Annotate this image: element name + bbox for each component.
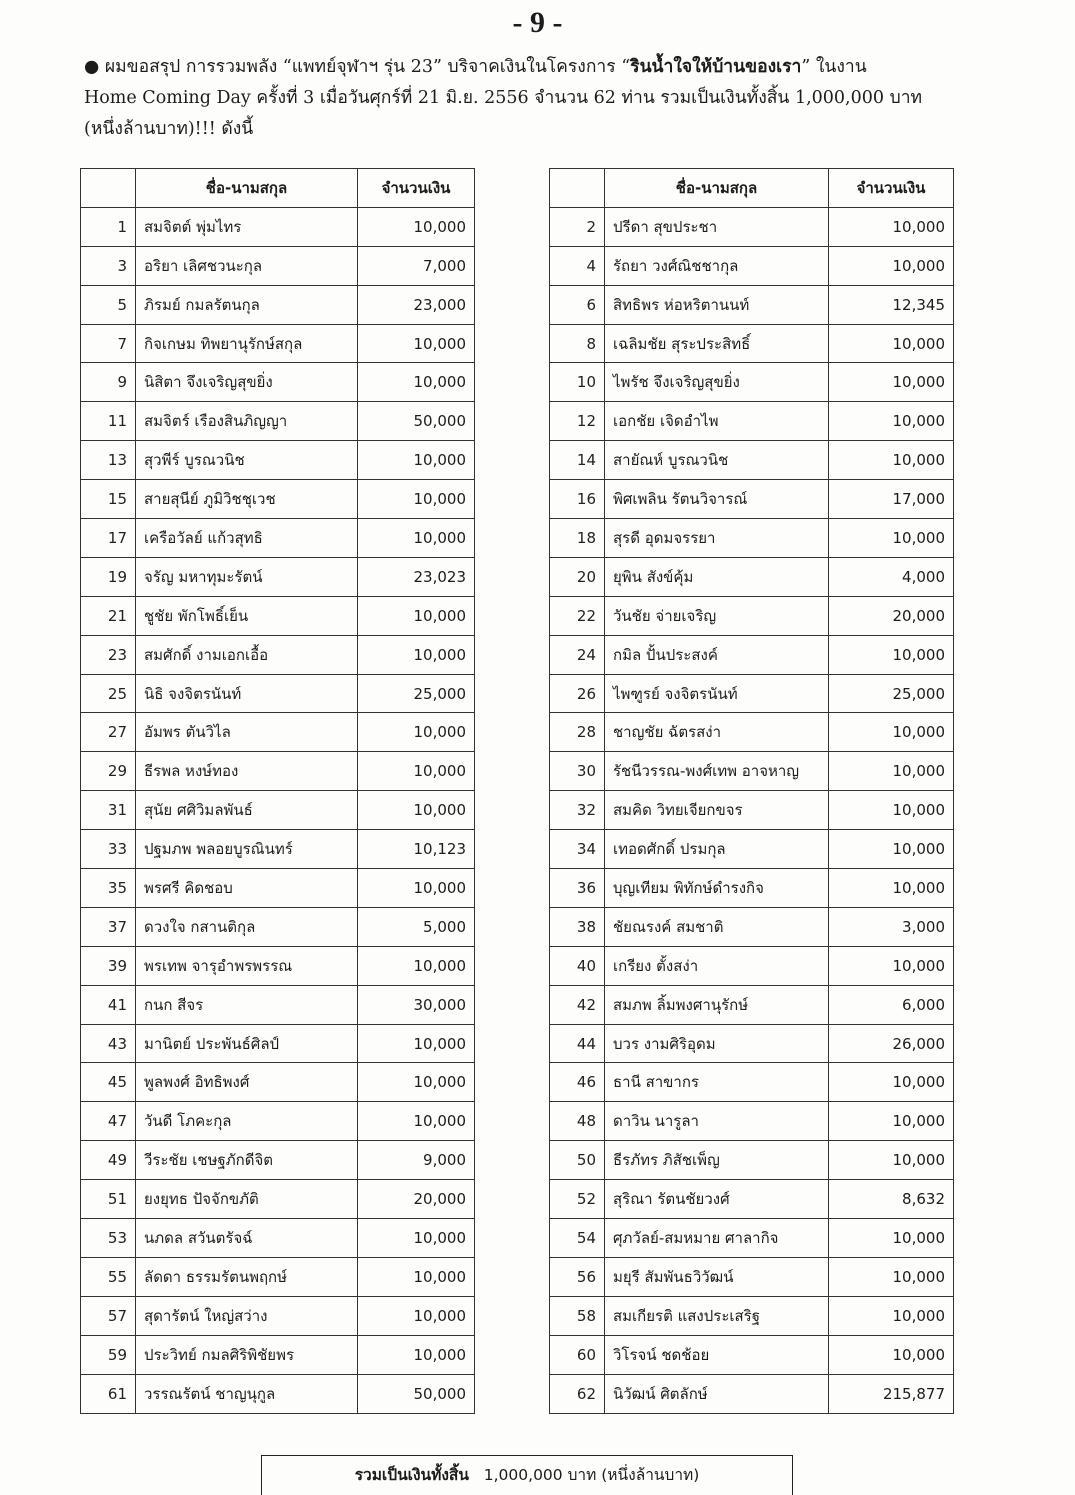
donation-amount: 10,000 [358, 1024, 475, 1063]
table-row [550, 596, 954, 635]
donor-name: วีระชัย เชษฐภักดีจิต [136, 1141, 358, 1180]
table-row [550, 324, 954, 363]
donor-name: พรเทพ จารุอำพรพรรณ [136, 946, 358, 985]
row-number: 53 [81, 1219, 136, 1258]
table-row [550, 363, 954, 402]
donation-amount: 10,000 [358, 1102, 475, 1141]
table-row [81, 869, 475, 908]
row-number: 41 [81, 985, 136, 1024]
total-summary [261, 1455, 793, 1495]
donor-name: สุนัย ศศิวิมลพันธ์ [136, 791, 358, 830]
donation-amount: 10,000 [358, 363, 475, 402]
intro-line-3: (หนึ่งล้านบาท)!!! ดังนี้ [84, 119, 254, 139]
donation-amount: 20,000 [358, 1180, 475, 1219]
donation-amount: 9,000 [358, 1141, 475, 1180]
donation-amount: 10,000 [829, 752, 954, 791]
donor-name: รัถยา วงศ์ณิชชากุล [605, 246, 829, 285]
donor-name: ประวิทย์ กมลศิริพิชัยพร [136, 1335, 358, 1374]
row-number: 19 [81, 557, 136, 596]
donation-amount: 4,000 [829, 557, 954, 596]
table-row [81, 246, 475, 285]
donor-name: ดวงใจ กสานติกุล [136, 907, 358, 946]
donor-table-right-body [550, 207, 954, 1413]
donor-name: อัมพร ตันวิไล [136, 713, 358, 752]
donation-amount: 10,000 [358, 791, 475, 830]
row-number: 16 [550, 480, 605, 519]
table-row [81, 1296, 475, 1335]
row-number: 15 [81, 480, 136, 519]
row-number: 26 [550, 674, 605, 713]
table-row [81, 207, 475, 246]
table-row [550, 557, 954, 596]
table-row [550, 869, 954, 908]
donation-amount: 10,000 [829, 946, 954, 985]
project-name: รินน้ำใจให้บ้านของเรา [630, 57, 802, 77]
table-row [550, 1335, 954, 1374]
row-number: 31 [81, 791, 136, 830]
header-name: ชื่อ-นามสกุล [136, 169, 358, 208]
row-number: 42 [550, 985, 605, 1024]
donor-name: สมจิตต์ พุ่มไทร [136, 207, 358, 246]
table-row [81, 363, 475, 402]
row-number: 62 [550, 1374, 605, 1413]
table-row [550, 791, 954, 830]
donor-name: ปรีดา สุขประชา [605, 207, 829, 246]
donor-name: มยุรี สัมพันธวิวัฒน์ [605, 1257, 829, 1296]
table-row [550, 1102, 954, 1141]
row-number: 23 [81, 635, 136, 674]
row-number: 45 [81, 1063, 136, 1102]
donation-amount: 25,000 [829, 674, 954, 713]
donation-amount: 10,000 [829, 324, 954, 363]
donor-name: พรศรี คิดชอบ [136, 869, 358, 908]
donation-amount: 215,877 [829, 1374, 954, 1413]
donor-name: พิศเพลิน รัตนวิจารณ์ [605, 480, 829, 519]
donation-amount: 10,000 [358, 480, 475, 519]
row-number: 43 [81, 1024, 136, 1063]
table-header-row [550, 169, 954, 208]
donor-name: ไพฑูรย์ จงจิตรนันท์ [605, 674, 829, 713]
table-row [81, 674, 475, 713]
row-number: 14 [550, 441, 605, 480]
donor-name: ยุพิน สังข์คุ้ม [605, 557, 829, 596]
table-row [81, 1335, 475, 1374]
table-row [81, 985, 475, 1024]
table-row [81, 635, 475, 674]
row-number: 54 [550, 1219, 605, 1258]
row-number: 61 [81, 1374, 136, 1413]
donor-name: ชาญชัย ฉัตรสง่า [605, 713, 829, 752]
donor-name: ธีรพล หงษ์ทอง [136, 752, 358, 791]
donation-amount: 10,000 [829, 869, 954, 908]
donation-amount: 7,000 [358, 246, 475, 285]
donation-amount: 10,000 [358, 324, 475, 363]
row-number: 9 [81, 363, 136, 402]
donation-amount: 50,000 [358, 402, 475, 441]
table-row [550, 1219, 954, 1258]
donor-name: นิวัฒน์ ศิตลักษ์ [605, 1374, 829, 1413]
donor-name: มานิตย์ ประพันธ์ศิลป์ [136, 1024, 358, 1063]
donor-name: นิสิตา จึงเจริญสุขยิ่ง [136, 363, 358, 402]
donation-amount: 5,000 [358, 907, 475, 946]
row-number: 3 [81, 246, 136, 285]
donor-name: บุญเทียม พิทักษ์ดำรงกิจ [605, 869, 829, 908]
table-row [81, 1180, 475, 1219]
row-number: 37 [81, 907, 136, 946]
row-number: 51 [81, 1180, 136, 1219]
row-number: 47 [81, 1102, 136, 1141]
row-number: 56 [550, 1257, 605, 1296]
row-number: 49 [81, 1141, 136, 1180]
table-row [550, 1141, 954, 1180]
row-number: 13 [81, 441, 136, 480]
row-number: 40 [550, 946, 605, 985]
table-row [550, 946, 954, 985]
row-number: 35 [81, 869, 136, 908]
donation-amount: 10,000 [829, 1102, 954, 1141]
table-row [81, 557, 475, 596]
table-row [550, 441, 954, 480]
table-row [550, 1374, 954, 1413]
donor-name: ชูชัย พักโพธิ์เย็น [136, 596, 358, 635]
header-amount: จำนวนเงิน [829, 169, 954, 208]
donation-amount: 30,000 [358, 985, 475, 1024]
row-number: 8 [550, 324, 605, 363]
donor-name: อริยา เลิศชวนะกุล [136, 246, 358, 285]
donation-amount: 10,000 [358, 441, 475, 480]
donation-amount: 10,000 [358, 752, 475, 791]
donor-name: ดาวิน นารูลา [605, 1102, 829, 1141]
donor-name: พูลพงศ์ อิทธิพงศ์ [136, 1063, 358, 1102]
donation-amount: 12,345 [829, 285, 954, 324]
donation-amount: 8,632 [829, 1180, 954, 1219]
donor-name: ชัยณรงค์ สมชาติ [605, 907, 829, 946]
donation-amount: 10,000 [829, 1063, 954, 1102]
donor-name: ธีรภัทร ภิสัชเพ็ญ [605, 1141, 829, 1180]
donation-amount: 10,000 [358, 713, 475, 752]
donation-amount: 10,000 [829, 246, 954, 285]
donor-name: รัชนีวรรณ-พงศ์เทพ อาจหาญ [605, 752, 829, 791]
row-number: 48 [550, 1102, 605, 1141]
donation-amount: 10,000 [358, 869, 475, 908]
row-number: 24 [550, 635, 605, 674]
table-row [550, 752, 954, 791]
table-row [81, 1141, 475, 1180]
donation-amount: 10,000 [829, 519, 954, 558]
intro-line-1 [84, 52, 984, 83]
donor-name: บวร งามศิริอุดม [605, 1024, 829, 1063]
donor-name: ภิรมย์ กมลรัตนกุล [136, 285, 358, 324]
row-number: 30 [550, 752, 605, 791]
donation-amount: 10,000 [358, 596, 475, 635]
donor-name: สิทธิพร ห่อหริตานนท์ [605, 285, 829, 324]
table-row [550, 1257, 954, 1296]
donation-amount: 10,000 [358, 1219, 475, 1258]
row-number: 10 [550, 363, 605, 402]
row-number: 28 [550, 713, 605, 752]
table-row [550, 674, 954, 713]
table-row [550, 830, 954, 869]
table-row [550, 1063, 954, 1102]
row-number: 17 [81, 519, 136, 558]
row-number: 32 [550, 791, 605, 830]
row-number: 2 [550, 207, 605, 246]
table-row [550, 285, 954, 324]
donor-name: กมิล ปั้นประสงค์ [605, 635, 829, 674]
page-number: - 9 - [512, 6, 563, 39]
intro-paragraph [84, 52, 984, 145]
donor-name: วันชัย จ่ายเจริญ [605, 596, 829, 635]
table-row [81, 1374, 475, 1413]
row-number: 46 [550, 1063, 605, 1102]
donation-amount: 23,000 [358, 285, 475, 324]
row-number: 4 [550, 246, 605, 285]
table-row [81, 713, 475, 752]
donation-amount: 10,000 [358, 946, 475, 985]
donor-name: สุริณา รัตนชัยวงศ์ [605, 1180, 829, 1219]
row-number: 33 [81, 830, 136, 869]
table-row [81, 324, 475, 363]
table-row [81, 519, 475, 558]
row-number: 29 [81, 752, 136, 791]
row-number: 44 [550, 1024, 605, 1063]
table-row [550, 1180, 954, 1219]
donor-name: กนก สีจร [136, 985, 358, 1024]
table-row [81, 441, 475, 480]
row-number: 50 [550, 1141, 605, 1180]
donor-name: สมภพ ลิ้มพงศานุรักษ์ [605, 985, 829, 1024]
row-number: 1 [81, 207, 136, 246]
donation-amount: 10,000 [829, 1257, 954, 1296]
donor-name: ลัดดา ธรรมรัตนพฤกษ์ [136, 1257, 358, 1296]
donation-amount: 10,000 [829, 441, 954, 480]
table-row [81, 402, 475, 441]
table-row [81, 791, 475, 830]
total-value: 1,000,000 บาท (หนึ่งล้านบาท) [483, 1466, 700, 1484]
donor-name: จรัญ มหาทุมะรัตน์ [136, 557, 358, 596]
donation-amount: 10,000 [829, 791, 954, 830]
row-number: 55 [81, 1257, 136, 1296]
row-number: 11 [81, 402, 136, 441]
table-header-row [81, 169, 475, 208]
intro-line-1a: ● ผมขอสรุป การรวมพลัง “แพทย์จุฬาฯ รุ่น 23” บริจาคเงินในโครงการ “ [84, 57, 631, 77]
donation-amount: 6,000 [829, 985, 954, 1024]
donation-amount: 20,000 [829, 596, 954, 635]
donor-name: สุดารัตน์ ใหญ่สว่าง [136, 1296, 358, 1335]
row-number: 5 [81, 285, 136, 324]
donor-name: สมจิตร์ เรืองสินภิญญา [136, 402, 358, 441]
row-number: 21 [81, 596, 136, 635]
donation-amount: 10,123 [358, 830, 475, 869]
donor-name: เกรียง ตั้งสง่า [605, 946, 829, 985]
donor-name: ธานี สาขากร [605, 1063, 829, 1102]
donation-amount: 10,000 [829, 363, 954, 402]
table-row [81, 946, 475, 985]
donation-amount: 3,000 [829, 907, 954, 946]
intro-line-1b: ” ในงาน [801, 57, 867, 77]
table-row [550, 402, 954, 441]
row-number: 12 [550, 402, 605, 441]
donor-name: สมเกียรติ แสงประเสริฐ [605, 1296, 829, 1335]
table-row [81, 1024, 475, 1063]
donation-amount: 10,000 [829, 1335, 954, 1374]
donation-amount: 10,000 [358, 207, 475, 246]
row-number: 38 [550, 907, 605, 946]
row-number: 25 [81, 674, 136, 713]
donation-amount: 10,000 [358, 1063, 475, 1102]
table-row [550, 1296, 954, 1335]
donation-amount: 50,000 [358, 1374, 475, 1413]
donation-amount: 10,000 [829, 207, 954, 246]
donor-name: สุวพีร์ บูรณวนิช [136, 441, 358, 480]
donation-amount: 10,000 [829, 635, 954, 674]
donation-amount: 10,000 [358, 1296, 475, 1335]
row-number: 36 [550, 869, 605, 908]
row-number: 6 [550, 285, 605, 324]
donor-name: เอกชัย เจิดอำไพ [605, 402, 829, 441]
donor-name: นิธิ จงจิตรนันท์ [136, 674, 358, 713]
donor-table-right [549, 168, 954, 1414]
donor-name: สายัณห์ บูรณวนิช [605, 441, 829, 480]
header-amount: จำนวนเงิน [358, 169, 475, 208]
table-row [550, 713, 954, 752]
row-number: 59 [81, 1335, 136, 1374]
donation-amount: 26,000 [829, 1024, 954, 1063]
donor-name: วิโรจน์ ชดช้อย [605, 1335, 829, 1374]
donor-name: สมศักดิ์ งามเอกเอื้อ [136, 635, 358, 674]
row-number: 27 [81, 713, 136, 752]
table-row [81, 1257, 475, 1296]
intro-line-2: Home Coming Day ครั้งที่ 3 เมื่อวันศุกร์ที่ 21 มิ.ย. 2556 จำนวน 62 ท่าน รวมเป็นเงินทั้งสิ้น 1,000,000 บาท [84, 88, 923, 108]
row-number: 34 [550, 830, 605, 869]
row-number: 22 [550, 596, 605, 635]
donation-amount: 10,000 [829, 1219, 954, 1258]
row-number: 20 [550, 557, 605, 596]
donor-table-left [80, 168, 475, 1414]
table-row [81, 596, 475, 635]
donation-amount: 10,000 [829, 402, 954, 441]
row-number: 39 [81, 946, 136, 985]
row-number: 57 [81, 1296, 136, 1335]
donation-amount: 10,000 [358, 635, 475, 674]
header-name: ชื่อ-นามสกุล [605, 169, 829, 208]
table-row [81, 480, 475, 519]
table-row [550, 207, 954, 246]
donation-amount: 10,000 [829, 830, 954, 869]
donor-name: สายสุนีย์ ภูมิวิชชุเวช [136, 480, 358, 519]
donor-name: ไพรัช จึงเจริญสุขยิ่ง [605, 363, 829, 402]
donation-amount: 23,023 [358, 557, 475, 596]
donor-name: ปฐมภพ พลอยบูรณินทร์ [136, 830, 358, 869]
donor-table-left-body [81, 207, 475, 1413]
donation-amount: 10,000 [829, 1296, 954, 1335]
table-row [81, 752, 475, 791]
table-row [550, 1024, 954, 1063]
row-number: 60 [550, 1335, 605, 1374]
donation-amount: 10,000 [358, 1335, 475, 1374]
table-row [550, 985, 954, 1024]
donation-amount: 10,000 [358, 1257, 475, 1296]
donor-name: ยงยุทธ ปัจจักขภัติ [136, 1180, 358, 1219]
donor-name: วรรณรัตน์ ชาญนุกูล [136, 1374, 358, 1413]
donation-amount: 17,000 [829, 480, 954, 519]
donor-name: เทอดศักดิ์ ปรมกุล [605, 830, 829, 869]
table-row [550, 246, 954, 285]
donation-amount: 10,000 [829, 713, 954, 752]
donor-name: สมคิด วิทยเจียกขจร [605, 791, 829, 830]
table-row [550, 519, 954, 558]
row-number: 58 [550, 1296, 605, 1335]
donation-amount: 25,000 [358, 674, 475, 713]
table-row [81, 1063, 475, 1102]
row-number: 52 [550, 1180, 605, 1219]
table-row [550, 907, 954, 946]
table-row [81, 1102, 475, 1141]
header-number [81, 169, 136, 208]
table-row [550, 635, 954, 674]
total-label: รวมเป็นเงินทั้งสิ้น [354, 1466, 469, 1484]
donor-name: สุรดี อุดมจรรยา [605, 519, 829, 558]
table-row [81, 907, 475, 946]
table-row [81, 830, 475, 869]
row-number: 7 [81, 324, 136, 363]
donor-name: เครือวัลย์ แก้วสุทธิ [136, 519, 358, 558]
donor-name: กิจเกษม ทิพยานุรักษ์สกุล [136, 324, 358, 363]
donation-amount: 10,000 [358, 519, 475, 558]
row-number: 18 [550, 519, 605, 558]
table-row [81, 285, 475, 324]
donor-name: เฉลิมชัย สุระประสิทธิ์ [605, 324, 829, 363]
donor-name: ศุภวัลย์-สมหมาย ศาลากิจ [605, 1219, 829, 1258]
header-number [550, 169, 605, 208]
donor-name: นภดล สวันตรัจฉ์ [136, 1219, 358, 1258]
donor-name: วันดี โภคะกุล [136, 1102, 358, 1141]
table-row [81, 1219, 475, 1258]
donation-amount: 10,000 [829, 1141, 954, 1180]
table-row [550, 480, 954, 519]
